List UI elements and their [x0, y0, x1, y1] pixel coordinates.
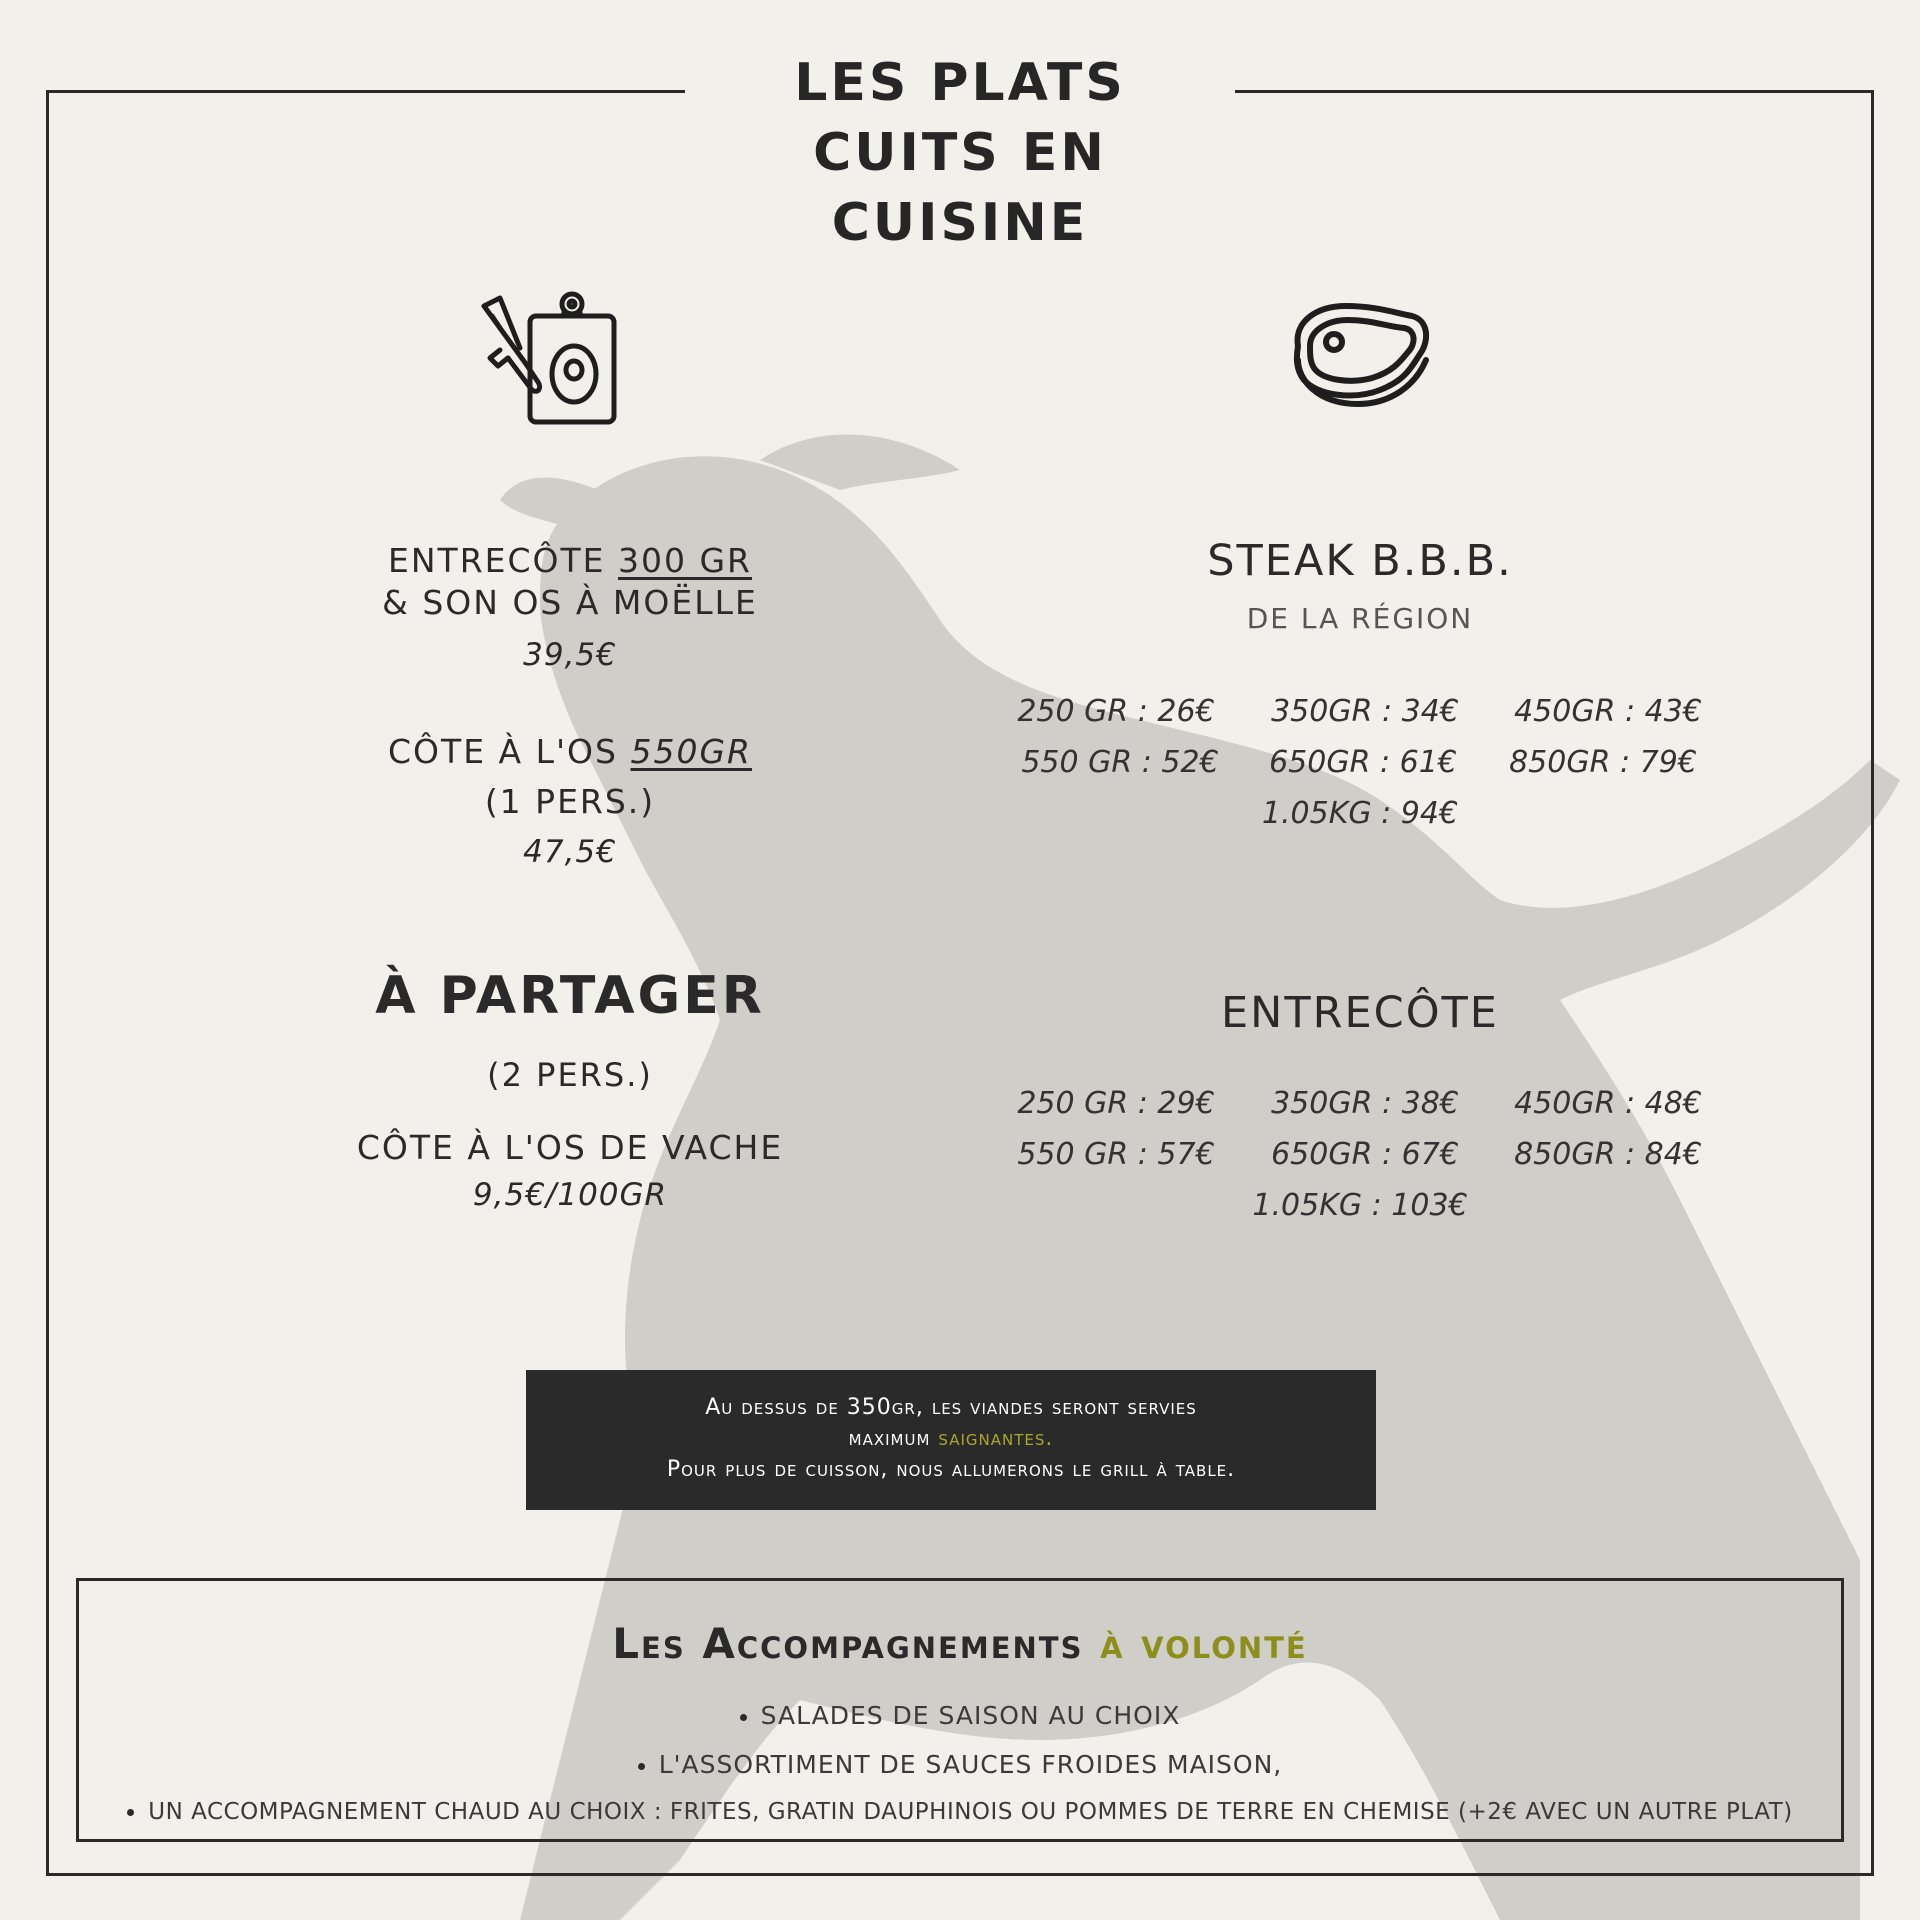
bullet-dot: [740, 1714, 747, 1721]
cutting-board-knife-icon: [478, 286, 620, 428]
accompagnements-title-main: Les Accompagnements: [612, 1619, 1101, 1668]
cooking-notice: [526, 1370, 1376, 1510]
share-subtitle: (2 PERS.): [487, 1056, 653, 1094]
accompagnement-item-3-text: UN ACCOMPAGNEMENT CHAUD AU CHOIX : FRITES, GRATIN DAUPHINOIS OU POMMES DE TERRE EN CHEMISE (+2€ AVEC UN AUTRE PLAT): [148, 1799, 1793, 1825]
accompagnements-title: [79, 1619, 1841, 1668]
entrecote-price-350: 350GR : 38€: [1271, 1086, 1459, 1121]
entrecote-price-450: 450GR : 48€: [1514, 1086, 1702, 1121]
notice-line-3: Pour plus de cuisson, nous allumerons le grill à table.: [666, 1457, 1236, 1482]
entrecote-price-1050: 1.05KG : 103€: [1252, 1188, 1468, 1223]
accompagnement-item-1-text: SALADES DE SAISON AU CHOIX: [760, 1701, 1181, 1730]
entrecote-300-item: [330, 540, 810, 676]
steak-price-850: 850GR : 79€: [1509, 745, 1697, 780]
steak-icon: [1288, 300, 1432, 412]
share-section: [310, 964, 830, 1213]
steak-price-250: 250 GR : 26€: [1017, 694, 1215, 729]
notice-accent: saignantes.: [938, 1426, 1054, 1451]
accompagnement-item-3: [79, 1799, 1841, 1825]
entrecote-300-price: 39,5€: [523, 637, 617, 673]
entrecote-300-label: ENTRECÔTE: [388, 541, 618, 580]
accompagnements-title-accent: à volonté: [1100, 1619, 1308, 1668]
share-item: CÔTE À L'OS DE VACHE: [356, 1128, 784, 1167]
title-line-2: CUITS EN CUISINE: [813, 123, 1107, 253]
entrecote-300-name: [330, 540, 810, 582]
entrecote-price-650: 650GR : 67€: [1271, 1137, 1459, 1172]
entrecote-price-550: 550 GR : 57€: [1017, 1137, 1215, 1172]
accompagnement-item-2-text: L'ASSORTIMENT DE SAUCES FROIDES MAISON,: [658, 1750, 1283, 1779]
share-title: À PARTAGER: [375, 966, 765, 1026]
steak-price-450: 450GR : 43€: [1514, 694, 1702, 729]
accompagnement-item-1: [79, 1701, 1841, 1730]
steak-price-550: 550 GR : 52€: [1021, 745, 1219, 780]
accompagnement-item-2: [79, 1750, 1841, 1779]
entrecote-title: ENTRECÔTE: [1221, 988, 1499, 1038]
page-title: [685, 48, 1235, 258]
steak-subtitle: DE LA RÉGION: [1246, 602, 1474, 635]
cote-550-sub: (1 PERS.): [484, 782, 656, 821]
title-line-1: LES PLATS: [794, 53, 1126, 113]
entrecote-price-850: 850GR : 84€: [1514, 1137, 1702, 1172]
steak-price-650: 650GR : 61€: [1269, 745, 1457, 780]
accompagnements-box: [76, 1578, 1844, 1842]
notice-line-1: Au dessus de 350gr, les viandes seront servies: [705, 1395, 1197, 1420]
steak-price-350: 350GR : 34€: [1271, 694, 1459, 729]
cote-550-name: [330, 727, 810, 777]
notice-line-2: [526, 1423, 1376, 1454]
bullet-dot: [127, 1809, 134, 1816]
steak-price-1050: 1.05KG : 94€: [1261, 796, 1459, 831]
entrecote-300-sub: & SON OS À MOËLLE: [382, 583, 758, 622]
bullet-dot: [638, 1763, 645, 1770]
notice-line-2-text: maximum: [848, 1426, 939, 1451]
cote-550-item: [330, 727, 810, 877]
steak-section-title: [1060, 536, 1660, 635]
cote-550-label: CÔTE À L'OS: [388, 732, 631, 771]
share-price: 9,5€/100GR: [472, 1177, 668, 1213]
cote-550-weight: 550GR: [630, 732, 752, 771]
entrecote-300-weight: 300 GR: [618, 541, 752, 580]
steak-title: STEAK B.B.B.: [1207, 536, 1513, 586]
cote-550-price: 47,5€: [523, 834, 617, 870]
entrecote-price-250: 250 GR : 29€: [1017, 1086, 1215, 1121]
